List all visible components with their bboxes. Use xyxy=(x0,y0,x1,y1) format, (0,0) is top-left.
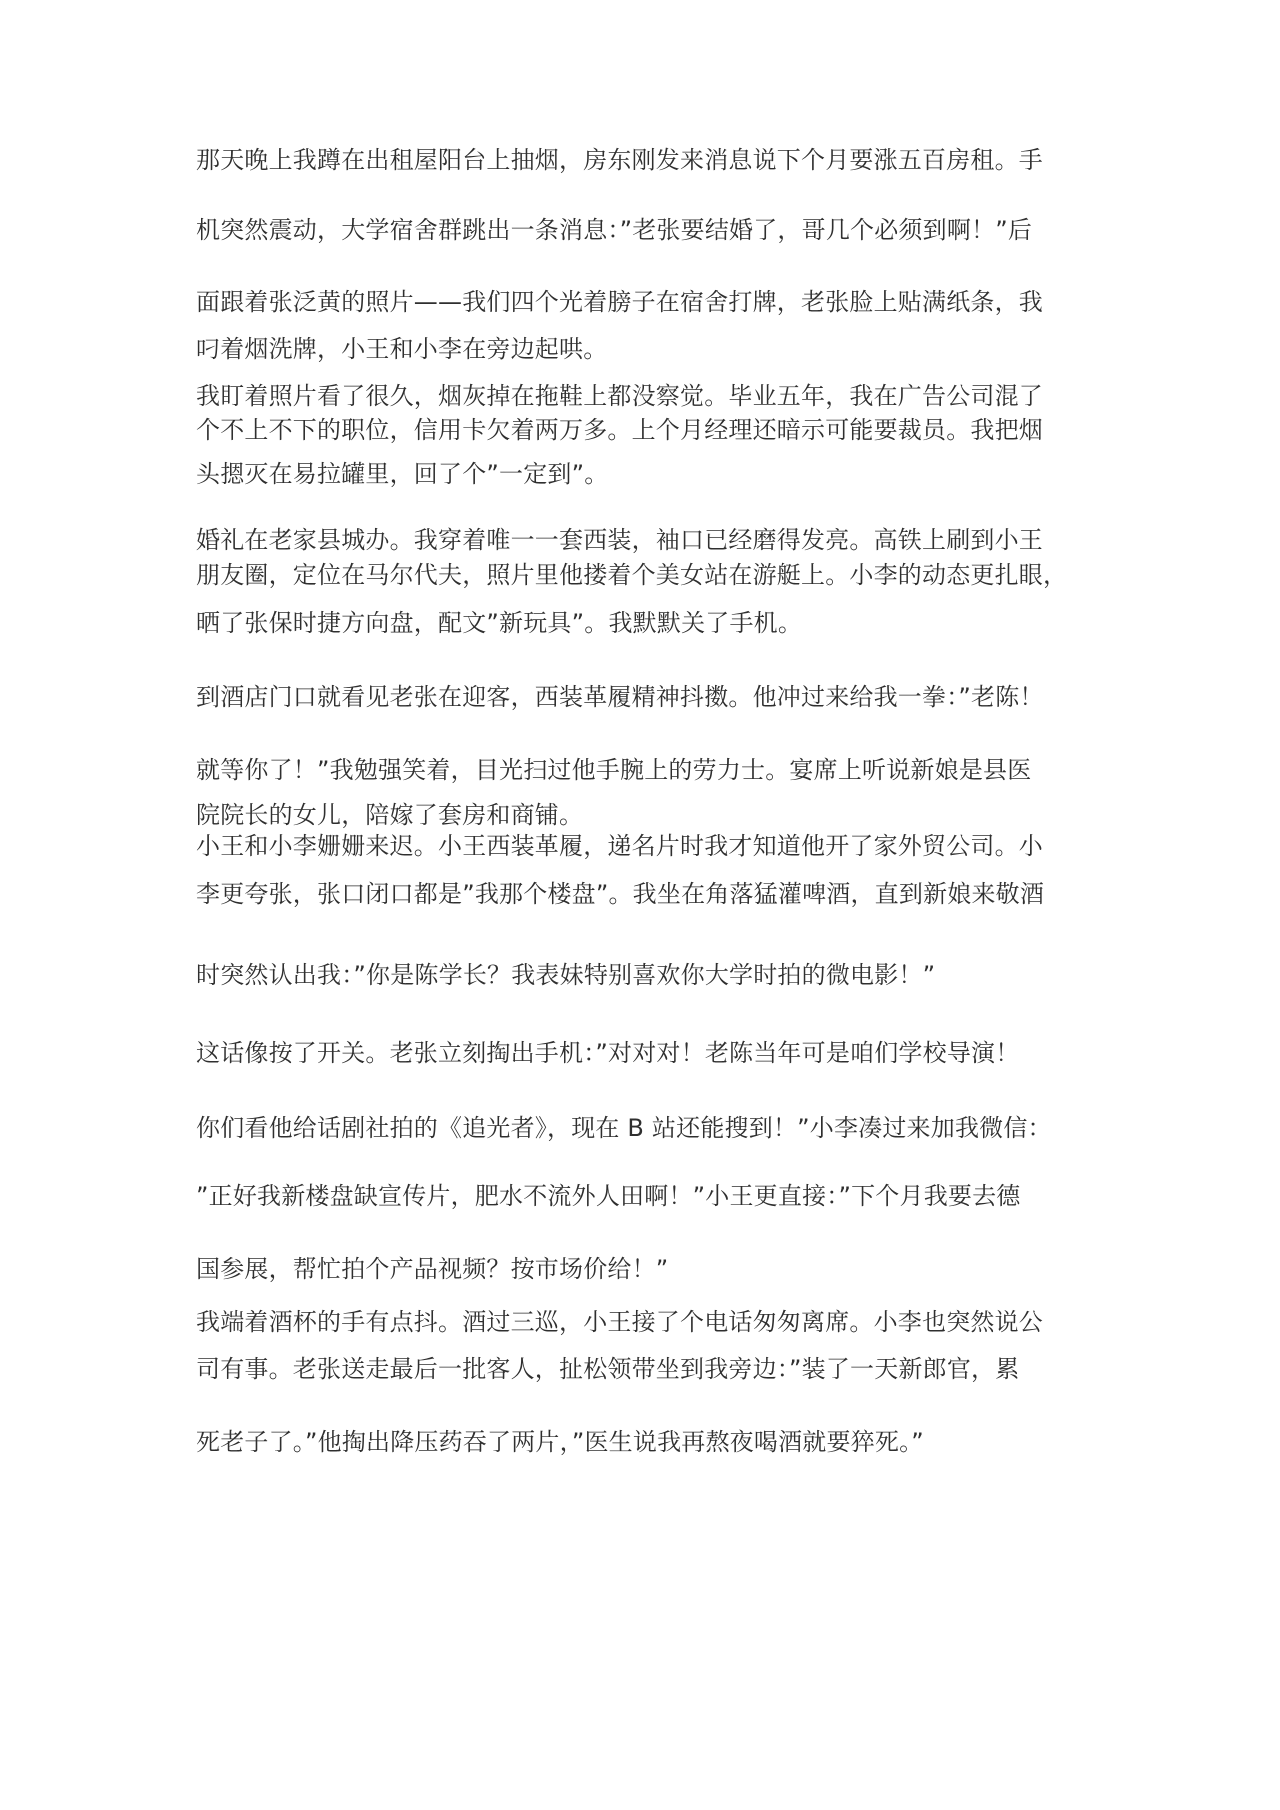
text-line: 机突然震动，大学宿舍群跳出一条消息：”老张要结婚了，哥几个必须到啊！”后 xyxy=(196,216,1033,244)
text-line: 晒了张保时捷方向盘，配文”新玩具”。我默默关了手机。 xyxy=(196,609,803,637)
text-line: 你们看他给话剧社拍的《追光者》，现在 B 站还能搜到！”小李凑过来加我微信： xyxy=(196,1114,1052,1142)
text-line: 面跟着张泛黄的照片——我们四个光着膀子在宿舍打牌，老张脸上贴满纸条，我 xyxy=(196,288,1043,316)
text-line: 叼着烟洗牌，小王和小李在旁边起哄。 xyxy=(196,335,608,363)
text-line: 我端着酒杯的手有点抖。酒过三巡，小王接了个电话匆匆离席。小李也突然说公 xyxy=(196,1308,1043,1336)
text-line: 司有事。老张送走最后一批客人，扯松领带坐到我旁边：”装了一天新郎官，累 xyxy=(196,1355,1020,1383)
text-line: 头摁灭在易拉罐里，回了个”一定到”。 xyxy=(196,460,609,488)
text-line: 我盯着照片看了很久，烟灰掉在拖鞋上都没察觉。毕业五年，我在广告公司混了 xyxy=(196,382,1043,410)
text-line: 时突然认出我：”你是陈学长？我表妹特别喜欢你大学时拍的微电影！” xyxy=(196,961,936,989)
text-line: 院院长的女儿，陪嫁了套房和商铺。 xyxy=(196,801,584,829)
text-line: 死老子了。”他掏出降压药吞了两片，”医生说我再熬夜喝酒就要猝死。” xyxy=(196,1428,924,1456)
text-line: 小王和小李姗姗来迟。小王西装革履，递名片时我才知道他开了家外贸公司。小 xyxy=(196,832,1043,860)
text-line: 婚礼在老家县城办。我穿着唯一一套西装，袖口已经磨得发亮。高铁上刷到小王 xyxy=(196,526,1043,554)
text-line: 个不上不下的职位，信用卡欠着两万多。上个月经理还暗示可能要裁员。我把烟 xyxy=(196,416,1043,444)
text-line: 这话像按了开关。老张立刻掏出手机：”对对对！老陈当年可是咱们学校导演！ xyxy=(196,1039,1020,1067)
text-line: ”正好我新楼盘缺宣传片，肥水不流外人田啊！”小王更直接：”下个月我要去德 xyxy=(196,1182,1021,1210)
text-line: 到酒店门口就看见老张在迎客，西装革履精神抖擞。他冲过来给我一拳：”老陈！ xyxy=(196,683,1044,711)
text-line: 就等你了！”我勉强笑着，目光扫过他手腕上的劳力士。宴席上听说新娘是县医 xyxy=(196,756,1032,784)
text-line: 朋友圈，定位在马尔代夫，照片里他搂着个美女站在游艇上。小李的动态更扎眼， xyxy=(196,561,1068,589)
text-line: 国参展，帮忙拍个产品视频？按市场价给！” xyxy=(196,1255,669,1283)
text-line: 李更夸张，张口闭口都是”我那个楼盘”。我坐在角落猛灌啤酒，直到新娘来敬酒 xyxy=(196,880,1045,908)
text-line: 那天晚上我蹲在出租屋阳台上抽烟，房东刚发来消息说下个月要涨五百房租。手 xyxy=(196,146,1043,174)
